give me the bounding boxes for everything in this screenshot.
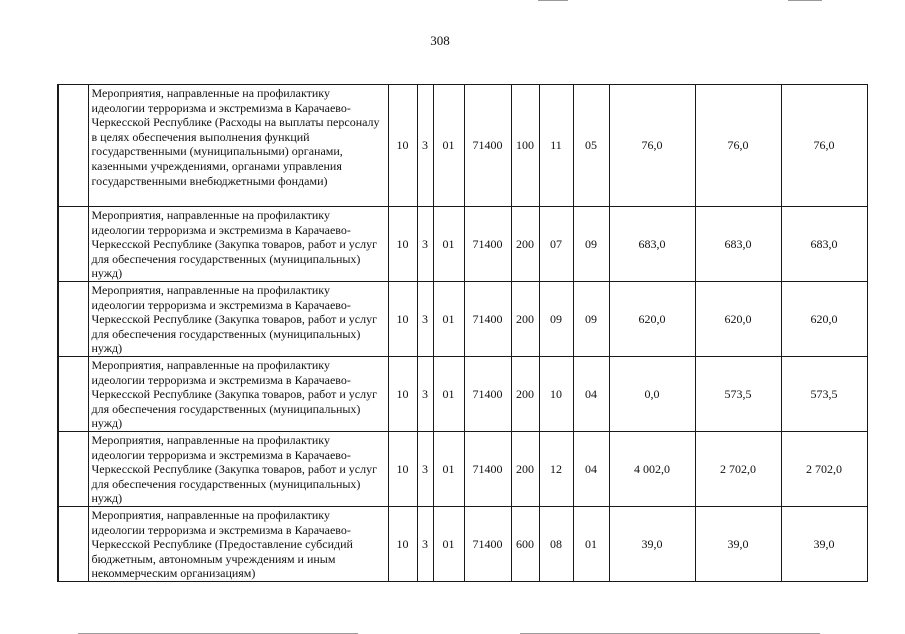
code-cell-c3: 01: [433, 282, 464, 357]
amount-cell-a3: 2 702,0: [781, 431, 867, 506]
amount-cell-a1: 4 002,0: [609, 431, 695, 506]
description-cell: Мероприятия, направленные на профилактику идеологии терроризма и экстремизма в Карачаево-Черкесской Республике (Предоставление субсидий бюджетным, автономным учреждениям и иным некоммерческим организациям): [88, 506, 388, 581]
code-cell-c5: 200: [511, 431, 539, 506]
code-cell-c6: 07: [539, 207, 573, 282]
page-number: 308: [430, 33, 450, 48]
code-cell-c7: 01: [573, 506, 609, 581]
amount-cell-a1: 39,0: [609, 506, 695, 581]
table-row: [58, 431, 867, 506]
scan-line-top-right-2: [788, 0, 822, 1]
code-cell-c3: 01: [433, 356, 464, 431]
code-cell-c4: 71400: [464, 506, 511, 581]
code-cell-c5: 200: [511, 282, 539, 357]
code-cell-c1: 10: [388, 282, 417, 357]
row-number-cell: [58, 431, 88, 506]
code-cell-c5: 200: [511, 356, 539, 431]
code-cell-c6: 12: [539, 431, 573, 506]
amount-cell-a1: 620,0: [609, 282, 695, 357]
code-cell-c1: 10: [388, 431, 417, 506]
table-row: [58, 85, 867, 207]
code-cell-c4: 71400: [464, 356, 511, 431]
code-cell-c5: 600: [511, 506, 539, 581]
code-cell-c7: 09: [573, 207, 609, 282]
amount-cell-a2: 2 702,0: [695, 431, 781, 506]
code-cell-c4: 71400: [464, 85, 511, 207]
amount-cell-a2: 76,0: [695, 85, 781, 207]
code-cell-c5: 100: [511, 85, 539, 207]
code-cell-c2: 3: [417, 506, 433, 581]
code-cell-c2: 3: [417, 207, 433, 282]
code-cell-c2: 3: [417, 431, 433, 506]
code-cell-c4: 71400: [464, 207, 511, 282]
code-cell-c7: 04: [573, 431, 609, 506]
code-cell-c3: 01: [433, 431, 464, 506]
code-cell-c2: 3: [417, 282, 433, 357]
table-row: [58, 207, 867, 282]
table-row: [58, 282, 867, 357]
scan-line-top-right: [538, 0, 568, 1]
table-row: [58, 356, 867, 431]
code-cell-c2: 3: [417, 85, 433, 207]
code-cell-c6: 08: [539, 506, 573, 581]
code-cell-c3: 01: [433, 506, 464, 581]
code-cell-c1: 10: [388, 506, 417, 581]
amount-cell-a2: 573,5: [695, 356, 781, 431]
amount-cell-a3: 39,0: [781, 506, 867, 581]
code-cell-c3: 01: [433, 207, 464, 282]
code-cell-c4: 71400: [464, 431, 511, 506]
amount-cell-a2: 39,0: [695, 506, 781, 581]
code-cell-c6: 10: [539, 356, 573, 431]
amount-cell-a1: 0,0: [609, 356, 695, 431]
code-cell-c7: 05: [573, 85, 609, 207]
amount-cell-a3: 573,5: [781, 356, 867, 431]
amount-cell-a3: 620,0: [781, 282, 867, 357]
amount-cell-a2: 683,0: [695, 207, 781, 282]
code-cell-c5: 200: [511, 207, 539, 282]
code-cell-c2: 3: [417, 356, 433, 431]
code-cell-c1: 10: [388, 207, 417, 282]
row-number-cell: [58, 356, 88, 431]
row-number-cell: [58, 506, 88, 581]
amount-cell-a3: 683,0: [781, 207, 867, 282]
code-cell-c1: 10: [388, 85, 417, 207]
code-cell-c1: 10: [388, 356, 417, 431]
code-cell-c6: 09: [539, 282, 573, 357]
code-cell-c4: 71400: [464, 282, 511, 357]
code-cell-c7: 09: [573, 282, 609, 357]
description-cell: Мероприятия, направленные на профилактику идеологии терроризма и экстремизма в Карачаево-Черкесской Республике (Закупка товаров, работ и услуг для обеспечения государственных (муниципальных) нужд): [88, 431, 388, 506]
amount-cell-a1: 76,0: [609, 85, 695, 207]
code-cell-c3: 01: [433, 85, 464, 207]
row-number-cell: [58, 207, 88, 282]
budget-table: [57, 84, 868, 582]
description-cell: Мероприятия, направленные на профилактику идеологии терроризма и экстремизма в Карачаево-Черкесской Республике (Закупка товаров, работ и услуг для обеспечения государственных (муниципальных) нужд): [88, 207, 388, 282]
amount-cell-a3: 76,0: [781, 85, 867, 207]
description-cell: Мероприятия, направленные на профилактику идеологии терроризма и экстремизма в Карачаево-Черкесской Республике (Закупка товаров, работ и услуг для обеспечения государственных (муниципальных) нужд): [88, 282, 388, 357]
row-number-cell: [58, 282, 88, 357]
row-number-cell: [58, 85, 88, 207]
amount-cell-a2: 620,0: [695, 282, 781, 357]
amount-cell-a1: 683,0: [609, 207, 695, 282]
code-cell-c7: 04: [573, 356, 609, 431]
description-cell: Мероприятия, направленные на профилактику идеологии терроризма и экстремизма в Карачаево-Черкесской Республике (Расходы на выплаты персоналу в целях обеспечения выполнения функций государственными (муниципальными) органами, казенными учреждениями, органами управления государственными внебюджетными фондами): [88, 85, 388, 207]
code-cell-c6: 11: [539, 85, 573, 207]
description-cell: Мероприятия, направленные на профилактику идеологии терроризма и экстремизма в Карачаево-Черкесской Республике (Закупка товаров, работ и услуг для обеспечения государственных (муниципальных) нужд): [88, 356, 388, 431]
table-row: [58, 506, 867, 581]
